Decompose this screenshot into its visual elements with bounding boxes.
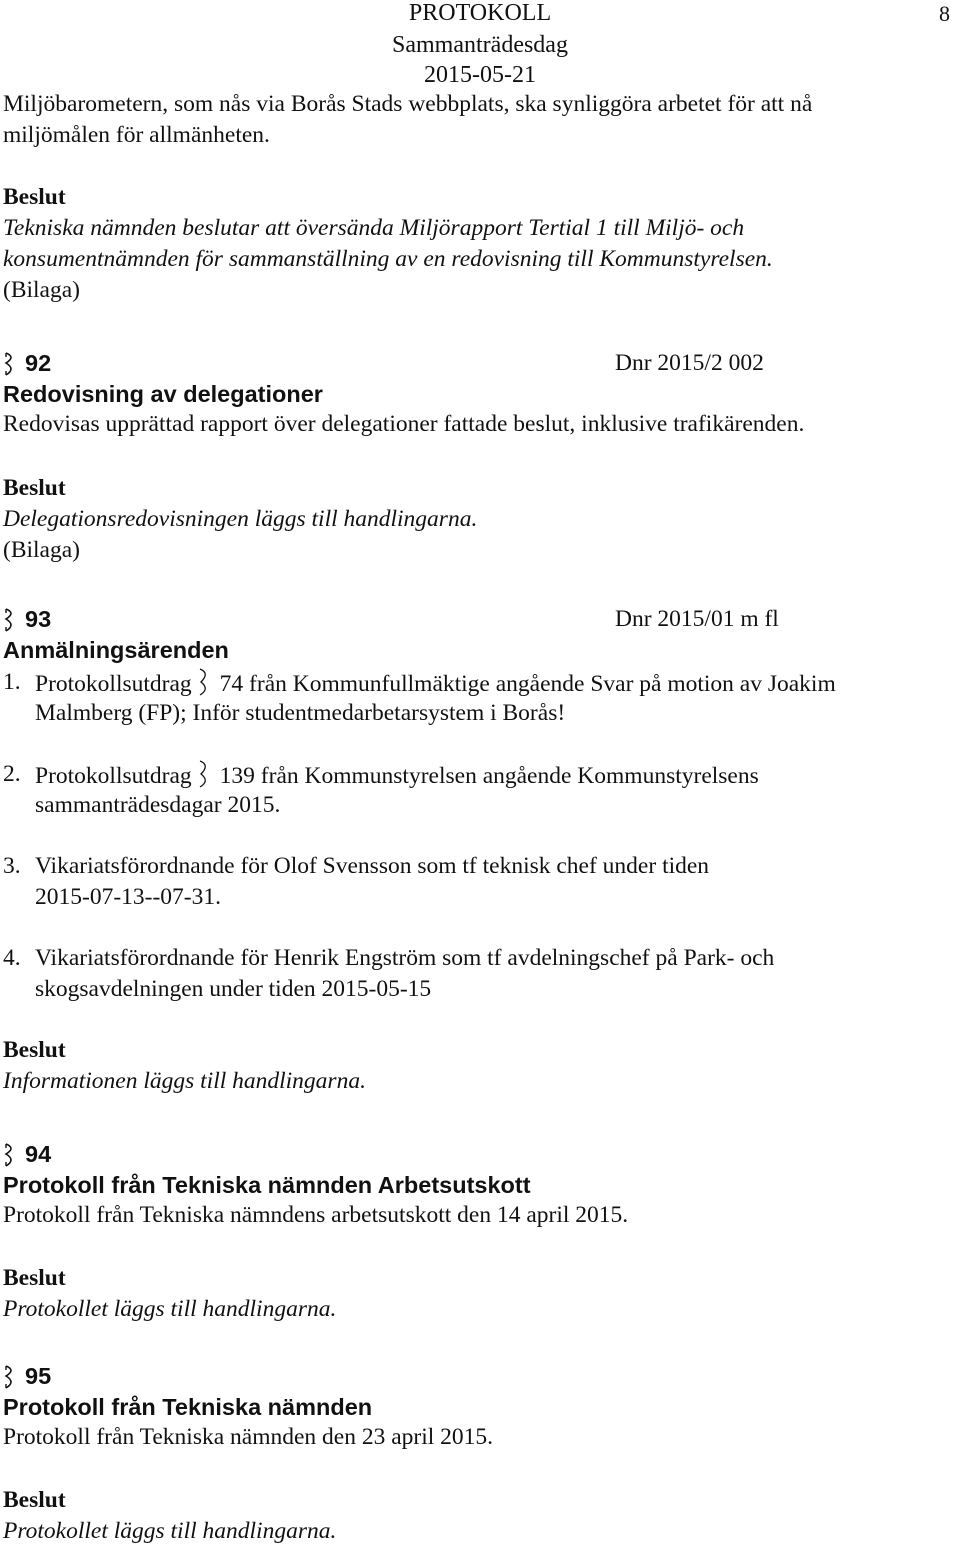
- section-95-header: [3, 1360, 953, 1392]
- list-item-text: Vikariatsförordnande för Olof Svensson som tf teknisk chef under tiden: [35, 853, 710, 879]
- header-meeting: Sammanträdesdag: [392, 32, 568, 58]
- page-number: 8: [939, 1, 950, 26]
- beslut-text: Protokollet läggs till handlingarna.: [3, 1518, 337, 1544]
- section-title: Protokoll från Tekniska nämnden Arbetsutskott: [3, 1172, 531, 1198]
- bilaga-label: (Bilaga): [3, 277, 80, 303]
- section-number: 95: [25, 1363, 52, 1389]
- list-item-text-post: 139 från Kommunstyrelsen angående Kommunstyrelsens: [219, 763, 759, 789]
- list-item-text: [35, 667, 836, 700]
- section-sign-icon: [3, 1360, 19, 1392]
- list-item-text: skogsavdelningen under tiden 2015-05-15: [35, 976, 432, 1002]
- section-93-beslut: [3, 1035, 953, 1097]
- section-94-body: [3, 1170, 953, 1231]
- section-text: Protokoll från Tekniska nämndens arbetsutskott den 14 april 2015.: [3, 1202, 629, 1228]
- intro-line-2: miljömålen för allmänheten.: [3, 122, 270, 148]
- list-item-text: Vikariatsförordnande för Henrik Engström som tf avdelningschef på Park- och: [35, 945, 775, 971]
- list-item-text-post: 74 från Kommunfullmäktige angående Svar på motion av Joakim: [219, 671, 836, 697]
- section-94-beslut: [3, 1263, 953, 1325]
- beslut-label: Beslut: [3, 184, 66, 210]
- section-text: Protokoll från Tekniska nämnden den 23 april 2015.: [3, 1424, 494, 1450]
- section-sign-icon: [3, 1138, 19, 1170]
- section-sign-icon: [3, 347, 19, 379]
- beslut-text-line-1: Tekniska nämnden beslutar att översända Miljörapport Tertial 1 till Miljö- och: [3, 215, 745, 241]
- bilaga-label: (Bilaga): [3, 537, 80, 563]
- diarienummer: Dnr 2015/2 002: [615, 350, 764, 376]
- list-item-text-pre: Protokollsutdrag: [35, 763, 192, 789]
- section-95-body: [3, 1392, 953, 1453]
- section-number: 93: [25, 606, 52, 632]
- section-title: Anmälningsärenden: [3, 637, 229, 663]
- intro-beslut: [3, 182, 953, 306]
- list-item-number: 4.: [3, 945, 21, 971]
- intro-line-1: Miljöbarometern, som nås via Borås Stads webbplats, ska synliggöra arbetet för att nå: [3, 91, 813, 117]
- section-text: Redovisas upprättad rapport över delegationer fattade beslut, inklusive trafikärenden.: [3, 411, 805, 437]
- list-item-number: 3.: [3, 853, 21, 879]
- beslut-label: Beslut: [3, 475, 66, 501]
- beslut-text: Informationen läggs till handlingarna.: [3, 1068, 366, 1094]
- section-number: 94: [25, 1141, 52, 1167]
- list-item-text: Malmberg (FP); Inför studentmedarbetarsystem i Borås!: [35, 700, 566, 726]
- section-sign-icon: [3, 603, 19, 635]
- diarienummer: Dnr 2015/01 m fl: [615, 606, 779, 632]
- beslut-label: Beslut: [3, 1037, 66, 1063]
- section-sign-icon: [198, 667, 212, 697]
- header-title: PROTOKOLL: [408, 0, 552, 26]
- list-item-text-pre: Protokollsutdrag: [35, 671, 192, 697]
- section-sign-icon: [198, 759, 212, 789]
- section-92-body: [3, 379, 953, 440]
- header-date: 2015-05-21: [424, 62, 536, 88]
- beslut-label: Beslut: [3, 1487, 66, 1513]
- section-93-header: [3, 603, 953, 635]
- beslut-label: Beslut: [3, 1265, 66, 1291]
- section-94-header: [3, 1138, 953, 1170]
- section-title: Redovisning av delegationer: [3, 381, 323, 407]
- list-item-text: 2015-07-13--07-31.: [35, 884, 222, 910]
- list-item-number: 1.: [3, 669, 21, 695]
- list-item-text: sammanträdesdagar 2015.: [35, 792, 281, 818]
- beslut-text: Protokollet läggs till handlingarna.: [3, 1296, 337, 1322]
- beslut-text: Delegationsredovisningen läggs till handlingarna.: [3, 506, 478, 532]
- list-item-number: 2.: [3, 761, 21, 787]
- list-item-text: [35, 759, 759, 792]
- beslut-text-line-2: konsumentnämnden för sammanställning av en redovisning till Kommunstyrelsen.: [3, 246, 773, 272]
- section-number: 92: [25, 350, 52, 376]
- section-92-beslut: [3, 473, 953, 566]
- section-93-title: [3, 635, 953, 665]
- section-title: Protokoll från Tekniska nämnden: [3, 1394, 373, 1420]
- section-95-beslut: [3, 1485, 953, 1547]
- intro-text: [3, 89, 953, 151]
- section-92-header: [3, 347, 953, 379]
